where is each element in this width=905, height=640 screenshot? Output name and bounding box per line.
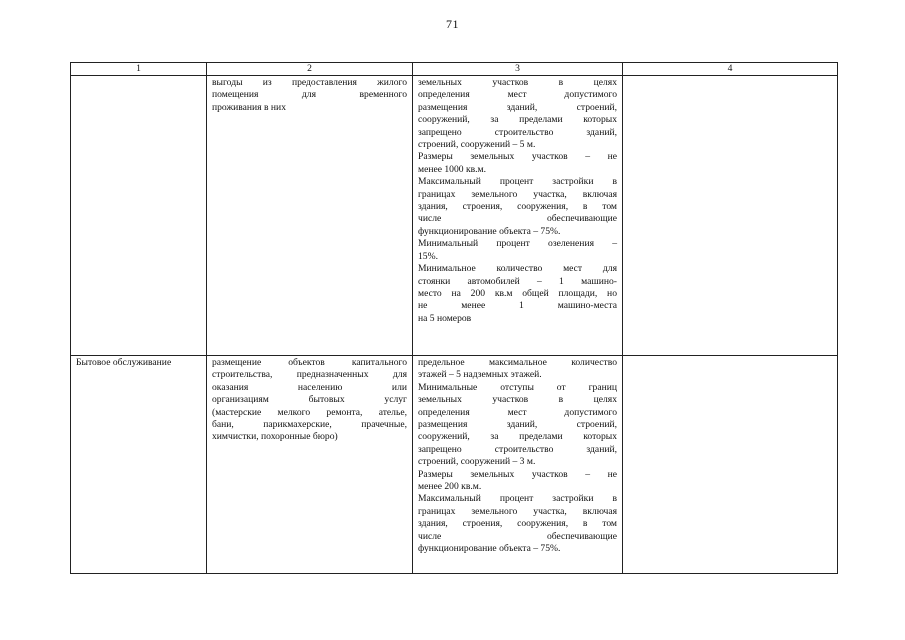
text-line: размещение объектов капитального: [212, 357, 407, 368]
text-line: размещения зданий, строений,: [418, 419, 617, 431]
text-line: оказания населению или: [212, 381, 407, 393]
text-line: менее 200 кв.м.: [418, 481, 482, 493]
text-line: границах земельного участка, включая: [418, 188, 617, 200]
cell-description: [207, 356, 413, 574]
regulations-table: [70, 62, 838, 574]
text-line: здания, строения, сооружения, в том: [418, 518, 617, 530]
cell-parameters: [413, 76, 623, 356]
header-col-3: 3: [413, 63, 623, 76]
text-line: стоянки автомобилей – 1 машино-: [418, 275, 617, 287]
header-col-1: 1: [71, 63, 207, 76]
text-line: Минимальное количество мест для: [418, 263, 617, 275]
text-line: Максимальный процент застройки в: [418, 176, 617, 188]
text-line: Максимальный процент застройки в: [418, 493, 617, 505]
text-line: на 5 номеров: [418, 312, 472, 324]
text-line: Размеры земельных участков – не: [418, 151, 617, 163]
text-line: помещения для временного: [212, 89, 407, 101]
text-line: Минимальные отступы от границ: [418, 381, 617, 393]
text-line: этажей – 5 надземных этажей.: [418, 369, 542, 381]
text-line: запрещено строительство зданий,: [418, 443, 617, 455]
text-line: числе обеспечивающие: [418, 213, 617, 225]
text-line: определения мест допустимого: [418, 89, 617, 101]
text-line: химчистки, похоронные бюро): [212, 431, 338, 443]
text-line: размещения зданий, строений,: [418, 101, 617, 113]
cell-parameters: [413, 356, 623, 574]
cell-use-type: [71, 76, 207, 356]
text-line: строений, сооружений – 5 м.: [418, 139, 536, 151]
text-line: запрещено строительство зданий,: [418, 126, 617, 138]
text-line: сооружений, за пределами которых: [418, 114, 617, 126]
text-line: менее 1000 кв.м.: [418, 163, 487, 175]
text-line: здания, строения, сооружения, в том: [418, 201, 617, 213]
text-line: Минимальный процент озеленения –: [418, 238, 617, 250]
text-line: 15%.: [418, 250, 438, 262]
text-line: место на 200 кв.м общей площади, но: [418, 287, 617, 299]
text-line: земельных участков в целях: [418, 394, 617, 406]
text-line: предельное максимальное количество: [418, 357, 617, 368]
table-header-row: [71, 63, 838, 76]
cell-notes: [623, 356, 838, 574]
header-col-2: 2: [207, 63, 413, 76]
text-line: функционирование объекта – 75%.: [418, 225, 561, 237]
text-line: функционирование объекта – 75%.: [418, 543, 561, 555]
text-line: границах земельного участка, включая: [418, 505, 617, 517]
text-line: проживания в них: [212, 101, 286, 113]
text-line: бани, парикмахерские, прачечные,: [212, 419, 407, 431]
cell-use-type: Бытовое обслуживание: [71, 356, 207, 574]
cell-notes: [623, 76, 838, 356]
text-line: организациям бытовых услуг: [212, 394, 407, 406]
text-line: земельных участков в целях: [418, 77, 617, 88]
text-line: не менее 1 машино-места: [418, 300, 617, 312]
cell-description: [207, 76, 413, 356]
text-line: строительства, предназначенных для: [212, 369, 407, 381]
text-line: определения мест допустимого: [418, 406, 617, 418]
text-line: строений, сооружений – 3 м.: [418, 456, 536, 468]
text-line: сооружений, за пределами которых: [418, 431, 617, 443]
text-line: Размеры земельных участков – не: [418, 468, 617, 480]
text-line: числе обеспечивающие: [418, 530, 617, 542]
text-line: выгоды из предоставления жилого: [212, 77, 407, 88]
page-number: 71: [446, 17, 459, 31]
table-row: [71, 76, 838, 356]
table-row: [71, 356, 838, 574]
text-line: (мастерские мелкого ремонта, ателье,: [212, 406, 407, 418]
header-col-4: 4: [623, 63, 838, 76]
